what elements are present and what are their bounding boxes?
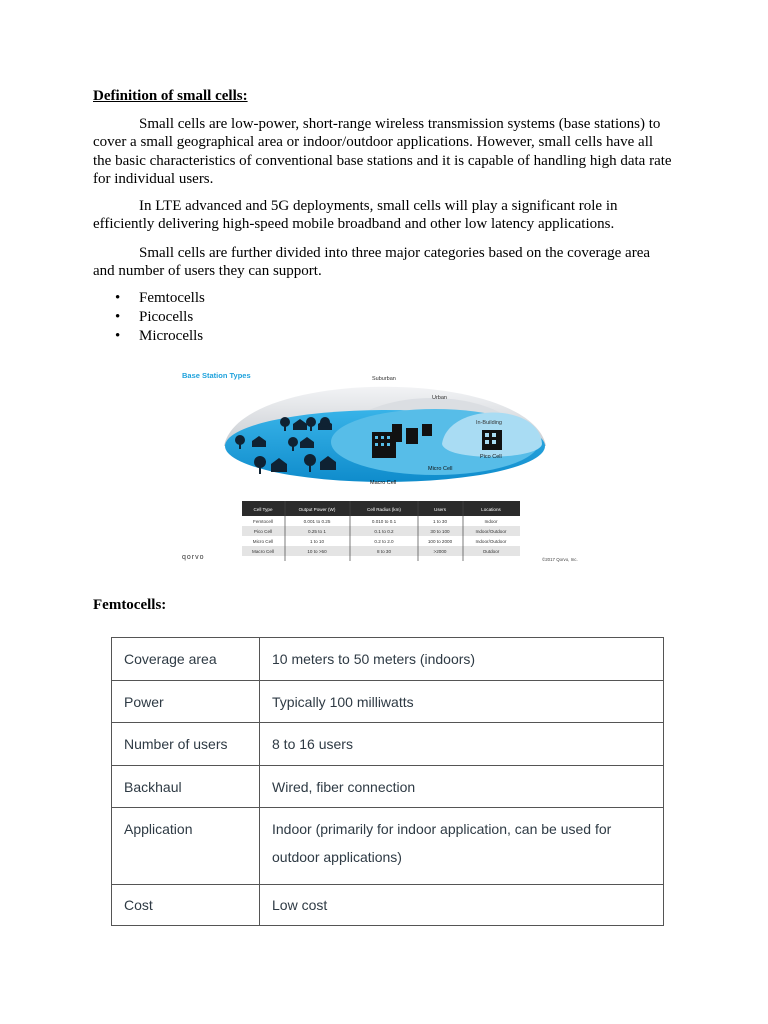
list-item-text: Picocells bbox=[139, 309, 194, 325]
table-key: Power bbox=[112, 681, 260, 723]
spec-cell: 100 to 2000 bbox=[427, 539, 453, 544]
base-station-spec-table bbox=[242, 501, 520, 561]
base-station-types-figure bbox=[180, 362, 592, 568]
table-row bbox=[112, 681, 664, 723]
qorvo-logo: qorvo bbox=[182, 554, 205, 561]
spec-cell: 1 to 30 bbox=[432, 519, 448, 524]
label-micro-cell: Micro Cell bbox=[428, 466, 453, 472]
spec-cell: 10 to >50 bbox=[307, 549, 327, 554]
spec-cell: Indoor/Outdoor bbox=[475, 539, 507, 544]
category-list bbox=[93, 289, 205, 346]
table-row bbox=[112, 638, 664, 681]
spec-cell: 0.1 to 0.2 bbox=[374, 529, 394, 534]
table-value: 10 meters to 50 meters (indoors) bbox=[260, 638, 664, 681]
spec-cell: Indoor/Outdoor bbox=[475, 529, 507, 534]
spec-cell: Femtocell bbox=[253, 519, 273, 524]
label-suburban: Suburban bbox=[372, 376, 396, 382]
bullet-icon: • bbox=[115, 328, 121, 344]
label-in-building: In-Building bbox=[476, 420, 502, 426]
spec-header: Locations bbox=[481, 507, 501, 512]
figure-title: Base Station Types bbox=[182, 371, 251, 380]
paragraph-categories bbox=[93, 244, 675, 281]
table-key: Backhaul bbox=[112, 766, 260, 808]
copyright-text: ©2017 Qorvo, Inc. bbox=[542, 557, 578, 562]
spec-cell: 0.2 to 2.0 bbox=[374, 539, 394, 544]
label-macro-cell: Macro Cell bbox=[370, 480, 397, 486]
bullet-icon: • bbox=[115, 309, 121, 325]
spec-cell: 0.010 to 0.1 bbox=[371, 519, 397, 524]
label-pico-cell: Pico Cell bbox=[480, 454, 502, 460]
femtocells-heading: Femtocells: bbox=[93, 597, 167, 613]
table-row bbox=[112, 766, 664, 808]
list-item-text: Femtocells bbox=[139, 290, 205, 306]
list-item bbox=[93, 289, 205, 308]
list-item-text: Microcells bbox=[139, 328, 204, 344]
spec-cell: >2000 bbox=[433, 549, 447, 554]
spec-header: Output Power (W) bbox=[298, 507, 336, 512]
spec-header: Users bbox=[434, 507, 446, 512]
table-value: Typically 100 milliwatts bbox=[260, 681, 664, 723]
paragraph-text: Small cells are further divided into three major categories based on the coverage area and number of users they can support. bbox=[93, 245, 651, 280]
table-key: Number of users bbox=[112, 723, 260, 766]
spec-cell: Macro Cell bbox=[252, 549, 274, 554]
list-item bbox=[93, 327, 205, 346]
table-key: Coverage area bbox=[112, 638, 260, 681]
table-value: Wired, fiber connection bbox=[260, 766, 664, 808]
table-row bbox=[112, 885, 664, 926]
table-row bbox=[112, 723, 664, 766]
office-building-icon bbox=[482, 430, 502, 450]
paragraph-text: Small cells are low-power, short-range wireless transmission systems (base stations) to cover a small geographical area or indoor/outdoor applications. However, small cells have all the basic characteristics of conventional base stations and it is capable of handling high data rate for individual users. bbox=[93, 116, 672, 188]
table-key: Cost bbox=[112, 885, 260, 926]
femtocells-table bbox=[111, 637, 664, 926]
spec-cell: 0.25 to 1 bbox=[308, 529, 326, 534]
table-value: Indoor (primarily for indoor application, can be used for outdoor applications) bbox=[260, 808, 664, 885]
table-value: Low cost bbox=[260, 885, 664, 926]
table-value: 8 to 16 users bbox=[260, 723, 664, 766]
spec-cell: 8 to 30 bbox=[376, 549, 392, 554]
paragraph-text: In LTE advanced and 5G deployments, small cells will play a significant role in efficiently delivering high-speed mobile broadband and other low latency applications. bbox=[93, 198, 618, 233]
paragraph-definition bbox=[93, 115, 675, 189]
bullet-icon: • bbox=[115, 290, 121, 306]
spec-header: Cell Type bbox=[253, 507, 273, 512]
spec-cell: Pico Cell bbox=[253, 529, 273, 534]
section-heading: Definition of small cells: bbox=[93, 88, 248, 104]
spec-cell: Indoor bbox=[484, 519, 498, 524]
spec-header: Cell Radius (km) bbox=[367, 507, 401, 512]
label-urban: Urban bbox=[432, 395, 447, 401]
table-row bbox=[112, 808, 664, 885]
spec-cell: 1 to 10 bbox=[309, 539, 325, 544]
paragraph-lte bbox=[93, 197, 675, 234]
list-item bbox=[93, 308, 205, 327]
table-key: Application bbox=[112, 808, 260, 885]
spec-cell: Outdoor bbox=[482, 549, 500, 554]
spec-cell: 0.001 to 0.25 bbox=[303, 519, 331, 524]
spec-cell: Micro Cell bbox=[252, 539, 274, 544]
spec-cell: 30 to 100 bbox=[430, 529, 450, 534]
